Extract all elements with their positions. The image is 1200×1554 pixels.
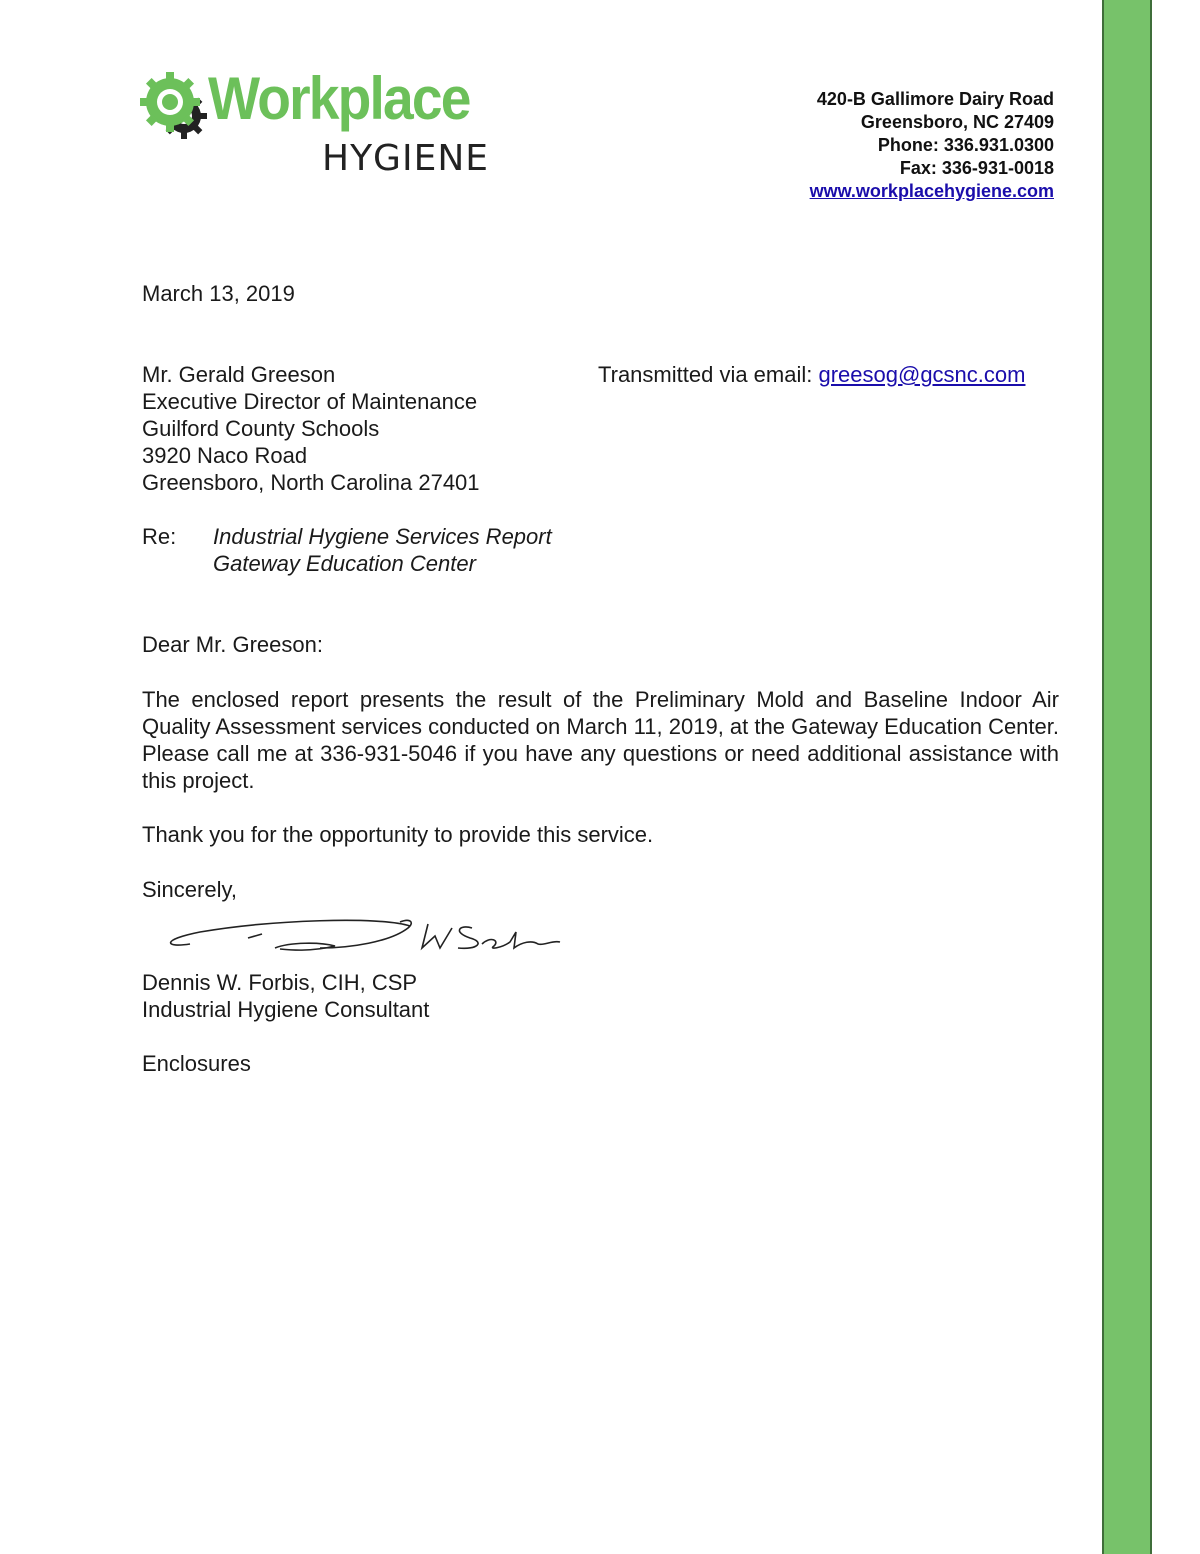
transmittal-label: Transmitted via email:: [598, 362, 819, 387]
thanks-paragraph: Thank you for the opportunity to provide this service.: [142, 822, 654, 847]
subject-line-2: Gateway Education Center: [213, 551, 476, 576]
recipient-address-block: [142, 361, 480, 496]
sender-website-link[interactable]: www.workplacehygiene.com: [809, 181, 1054, 201]
recipient-street: 3920 Naco Road: [142, 443, 308, 468]
signer-title: Industrial Hygiene Consultant: [142, 997, 430, 1022]
body-paragraph: The enclosed report presents the result of the Preliminary Mold and Baseline Indoor Air Quality Assessment services conducted on March 11, 2019, at the Gateway Education Center. Please call me at 336-931-5046 if you have any questions or need additional assistance with this project.: [142, 687, 1059, 793]
subject-label: Re:: [142, 524, 177, 549]
sender-address-block: [810, 88, 1054, 203]
sender-phone: Phone: 336.931.0300: [877, 135, 1054, 155]
company-logo: [140, 66, 510, 186]
transmittal-line: [598, 361, 1025, 388]
recipient-organization: Guilford County Schools: [142, 416, 380, 441]
recipient-email-link[interactable]: greesog@gcsnc.com: [818, 362, 1026, 387]
logo-wordmark: Workplace: [208, 65, 470, 132]
side-accent-bar: [1102, 0, 1152, 1554]
enclosures-note: Enclosures: [142, 1051, 251, 1076]
salutation: Dear Mr. Greeson:: [142, 632, 323, 657]
signer-name: Dennis W. Forbis, CIH, CSP: [142, 970, 418, 995]
recipient-city: Greensboro, North Carolina 27401: [142, 470, 480, 495]
gear-icon: [140, 72, 212, 144]
signer-block: [142, 969, 429, 1023]
subject-line-1: Industrial Hygiene Services Report: [213, 524, 552, 549]
signature-image: [160, 914, 580, 964]
letter-date: March 13, 2019: [142, 281, 295, 306]
sender-city: Greensboro, NC 27409: [860, 112, 1054, 132]
sender-fax: Fax: 336-931-0018: [899, 158, 1054, 178]
closing: Sincerely,: [142, 877, 237, 902]
sender-street: 420-B Gallimore Dairy Road: [816, 89, 1054, 109]
logo-subtitle: HYGIENE: [322, 138, 489, 179]
recipient-title: Executive Director of Maintenance: [142, 389, 478, 414]
recipient-name: Mr. Gerald Greeson: [142, 362, 336, 387]
